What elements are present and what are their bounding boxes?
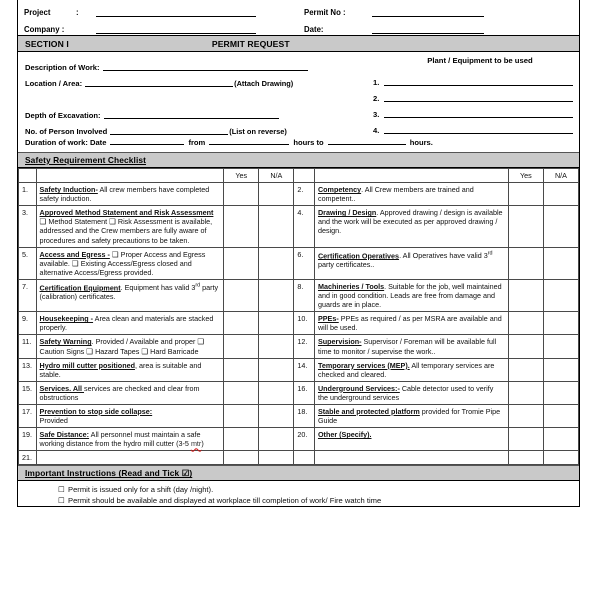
item-yes-9[interactable] (224, 312, 259, 335)
duration-date-input[interactable] (110, 136, 184, 145)
item-na-21[interactable] (259, 451, 294, 465)
item-body-16: Cable detector used to verify the underground services (317, 383, 494, 402)
item-yes-17[interactable] (224, 404, 259, 427)
item-na-11[interactable] (259, 335, 294, 358)
item-na-17[interactable] (259, 404, 294, 427)
item-checkbox-label-caution-signs: Caution Signs (39, 346, 85, 356)
item-title-18: Stable and protected platform (317, 406, 420, 416)
item-body-9: Area clean and materials are stacked properly. (39, 314, 214, 333)
item-yes-3[interactable] (224, 206, 259, 247)
important-instructions-band (18, 465, 579, 481)
list-item (18, 495, 579, 506)
permit-request-right-column (373, 56, 573, 135)
table-row (19, 335, 579, 358)
plant-item-row-2 (373, 87, 573, 103)
item-yes-21[interactable] (224, 451, 259, 465)
item-text-15 (36, 381, 224, 404)
list-item (18, 484, 579, 495)
duration-hours-label: hours. (409, 137, 433, 147)
item-text-14 (314, 358, 508, 381)
table-row (19, 206, 579, 247)
table-row (19, 381, 579, 404)
item-yes-19[interactable] (224, 428, 259, 451)
item-title-1: Safety Induction- (39, 185, 98, 195)
safety-checklist-band (18, 152, 579, 168)
important-instructions-title: Important Instructions (Read and Tick ☑) (25, 468, 193, 479)
item-body-8: . Suitable for the job, well maintained and in good condition. Leads are free from damage and guards are in place. (317, 281, 502, 310)
item-yes-13[interactable] (224, 358, 259, 381)
plant-item-number-1: 1. (373, 78, 380, 87)
item-text-2 (314, 183, 508, 206)
item-body-2: . All Crew members are trained and competent.. (317, 185, 474, 204)
item-body-11: . Provided / Available and proper (91, 337, 196, 347)
location-area-input[interactable] (85, 78, 233, 87)
instruction-text-1: Permit is issued only for a shift (day /night). (68, 485, 214, 495)
permit-request-title: PERMIT REQUEST (211, 38, 290, 49)
checklist-header-row (19, 169, 579, 183)
item-na-8[interactable] (543, 279, 578, 311)
table-row (19, 247, 579, 279)
item-yes-20[interactable] (508, 428, 543, 451)
item-text-9 (36, 312, 224, 335)
item-yes-18[interactable] (508, 404, 543, 427)
plant-item-row-1 (373, 71, 573, 87)
checklist-header-yes-left: Yes (224, 169, 259, 183)
form-sheet (17, 0, 580, 507)
table-row (19, 428, 579, 451)
item-text-1 (36, 183, 224, 206)
attach-drawing-note: (Attach Drawing) (234, 79, 294, 88)
item-yes-21b[interactable] (508, 451, 543, 465)
item-na-12[interactable] (543, 335, 578, 358)
important-instructions-list (18, 481, 579, 506)
item-na-7[interactable] (259, 279, 294, 311)
date-label: Date: (304, 25, 324, 34)
item-title-2: Competency (317, 185, 362, 195)
item-na-9[interactable] (259, 312, 294, 335)
item-number-1: 1. (19, 183, 37, 206)
item-number-21: 21. (19, 451, 37, 465)
duration-hours-to-label: hours to (293, 137, 324, 147)
item-number-9: 9. (19, 312, 37, 335)
item-text-19 (36, 428, 224, 451)
item-checkbox-label-hazard-tapes: Hazard Tapes (95, 346, 140, 356)
item-body-1: All crew members have completed safety induction. (39, 185, 210, 204)
item-yes-4[interactable] (508, 206, 543, 247)
plant-item-number-2: 2. (373, 94, 380, 103)
item-number-11: 11. (19, 335, 37, 358)
project-label: Project (24, 8, 51, 17)
item-checkbox-label-proper-access: Proper Access and Egress available. (39, 249, 206, 268)
item-na-5[interactable] (259, 247, 294, 279)
checkbox-icon-instruction-2[interactable]: ☐ (58, 496, 65, 506)
item-na-19[interactable] (259, 428, 294, 451)
item-body-14: All temporary services are checked and cleared. (317, 360, 495, 379)
item-title-16: Underground Services:- (317, 383, 400, 393)
item-na-16[interactable] (543, 381, 578, 404)
item-body-12: Supervisor / Foreman will be available full time to monitor / supervise the work.. (317, 337, 497, 356)
item-body-6: . All Operatives have valid 3rd party certificates.. (317, 250, 493, 270)
item-na-13[interactable] (259, 358, 294, 381)
item-text-16 (314, 381, 508, 404)
item-na-2[interactable] (543, 183, 578, 206)
item-number-12: 12. (294, 335, 315, 358)
header-row-project (18, 0, 579, 18)
plant-item-number-4: 4. (373, 126, 380, 135)
permit-request-body (18, 52, 579, 152)
item-na-4[interactable] (543, 206, 578, 247)
table-row (19, 279, 579, 311)
item-title-14: Temporary services (MEP). (317, 360, 410, 370)
no-of-person-label: No. of Person Involved (25, 127, 108, 136)
item-na-6[interactable] (543, 247, 578, 279)
item-title-7: Certification Equipment (39, 283, 121, 293)
item-title-4: Drawing / Design (317, 208, 377, 218)
duration-from-label: from (188, 137, 206, 147)
checklist-header-blank-right (294, 169, 315, 183)
header-row-company (18, 18, 579, 35)
item-yes-14[interactable] (508, 358, 543, 381)
plant-item-input-3[interactable] (384, 109, 573, 118)
checkbox-icon-caution-signs[interactable]: ❑ (197, 337, 205, 347)
item-ordinal-6: rd (487, 250, 493, 257)
item-spellcheck-word-19: mtr (190, 439, 202, 449)
item-title-12: Supervision- (317, 337, 362, 347)
item-na-15[interactable] (259, 381, 294, 404)
safety-checklist-title: Safety Requirement Checklist (25, 155, 147, 165)
checklist-header-na-right: N/A (543, 169, 578, 183)
item-yes-2[interactable] (508, 183, 543, 206)
item-title-15: Services. All (39, 383, 85, 393)
item-yes-10[interactable] (508, 312, 543, 335)
item-na-21b[interactable] (543, 451, 578, 465)
checklist-header-yes-right: Yes (508, 169, 543, 183)
list-on-reverse-note: (List on reverse) (229, 127, 287, 136)
checkbox-icon-risk-assessment[interactable]: ❑ (109, 217, 116, 227)
depth-of-excavation-label: Depth of Excavation: (25, 111, 101, 120)
project-colon: : (76, 8, 79, 17)
item-text-12 (314, 335, 508, 358)
section-i-band (18, 35, 579, 52)
item-title-6: Certification Operatives (317, 251, 400, 261)
plant-item-input-1[interactable] (384, 77, 573, 86)
item-number-4: 4. (294, 206, 315, 247)
permit-request-left-column (25, 56, 355, 136)
plant-item-input-2[interactable] (384, 93, 573, 102)
section-i-label: SECTION I (25, 38, 69, 49)
permit-no-input[interactable] (372, 8, 484, 17)
depth-of-excavation-input[interactable] (104, 110, 279, 119)
item-body-3: Risk Assessment is available, addressed and the Crew members are fully aware of procedures and safety precautions to be taken. (39, 217, 213, 245)
item-na-10[interactable] (543, 312, 578, 335)
item-yes-5[interactable] (224, 247, 259, 279)
item-text-11 (36, 335, 224, 358)
checkbox-icon-instruction-1[interactable]: ☐ (58, 485, 65, 495)
item-body-15: services are checked and clear from obstructions (39, 383, 200, 402)
item-title-10: PPEs- (317, 314, 339, 324)
item-title-20: Other (Specify). (317, 430, 372, 440)
table-row (19, 404, 579, 427)
item-na-3[interactable] (259, 206, 294, 247)
description-of-work-label: Description of Work: (25, 63, 100, 72)
item-checkbox-label-existing-access: Existing Access/Egress closed and alternative Access/Egress provided. (39, 258, 192, 277)
item-ordinal-7: rd (195, 282, 201, 289)
item-body-18: provided for Tromie Pipe Guide (317, 406, 501, 426)
safety-requirement-checklist-table (18, 168, 579, 465)
item-number-8: 8. (294, 279, 315, 311)
item-text-10 (314, 312, 508, 335)
checklist-header-text-left (36, 169, 224, 183)
description-of-work-input[interactable] (103, 62, 308, 71)
item-yes-15[interactable] (224, 381, 259, 404)
item-yes-16[interactable] (508, 381, 543, 404)
checklist-header-blank-left (19, 169, 37, 183)
duration-of-work-label: Duration of work: Date (25, 137, 107, 147)
item-number-21b (294, 451, 315, 465)
table-row (19, 358, 579, 381)
item-yes-11[interactable] (224, 335, 259, 358)
item-title-17: Prevention to stop side collapse: (39, 406, 153, 416)
plant-item-row-3 (373, 103, 573, 119)
item-text-6 (314, 247, 508, 279)
form-header-fields (18, 0, 579, 35)
item-number-20: 20. (294, 428, 315, 451)
item-text-21[interactable] (36, 451, 224, 465)
item-title-3: Approved Method Statement and Risk Assessment (39, 208, 214, 218)
date-input[interactable] (372, 25, 484, 34)
item-text-20 (314, 428, 508, 451)
item-number-3: 3. (19, 206, 37, 247)
checklist-header-na-left: N/A (259, 169, 294, 183)
item-yes-12[interactable] (508, 335, 543, 358)
item-body-17: Provided (39, 416, 68, 426)
duration-of-work-row (25, 136, 433, 147)
item-number-16: 16. (294, 381, 315, 404)
item-body-19-tail: ) (201, 439, 204, 449)
permit-left-spacer-row (25, 88, 355, 104)
item-text-21b[interactable] (314, 451, 508, 465)
no-of-person-row (25, 120, 355, 136)
plant-item-number-3: 3. (373, 110, 380, 119)
item-number-14: 14. (294, 358, 315, 381)
item-number-19: 19. (19, 428, 37, 451)
item-text-17 (36, 404, 224, 427)
item-number-10: 10. (294, 312, 315, 335)
description-of-work-row (25, 56, 355, 72)
item-number-5: 5. (19, 247, 37, 279)
no-of-person-input[interactable] (110, 126, 228, 135)
item-number-15: 15. (19, 381, 37, 404)
company-label: Company : (24, 25, 65, 34)
item-checkbox-label-method-statement: Method Statement (48, 217, 108, 227)
item-text-3 (36, 206, 224, 247)
item-yes-8[interactable] (508, 279, 543, 311)
instruction-text-2: Permit should be available and displayed at workplace till completion of work/ Fire watch time (68, 496, 382, 506)
depth-of-excavation-row (25, 104, 355, 120)
item-number-18: 18. (294, 404, 315, 427)
table-row (19, 312, 579, 335)
item-text-8 (314, 279, 508, 311)
item-text-7 (36, 279, 224, 311)
item-title-9: Housekeeping - (39, 314, 94, 324)
item-title-5: Access and Egress - (39, 249, 110, 259)
item-yes-6[interactable] (508, 247, 543, 279)
checkbox-icon-hazard-tapes[interactable]: ❑ (86, 346, 94, 356)
company-input[interactable] (96, 25, 256, 34)
item-number-6: 6. (294, 247, 315, 279)
item-yes-1[interactable] (224, 183, 259, 206)
checkbox-icon-hard-barricade[interactable]: ❑ (141, 346, 149, 356)
item-text-18 (314, 404, 508, 427)
item-body-13: , area is suitable and stable. (39, 360, 202, 379)
item-title-19: Safe Distance: (39, 430, 90, 440)
item-number-17: 17. (19, 404, 37, 427)
item-yes-7[interactable] (224, 279, 259, 311)
project-input[interactable] (96, 8, 256, 17)
item-text-4 (314, 206, 508, 247)
item-text-13 (36, 358, 224, 381)
location-area-label: Location / Area: (25, 79, 83, 88)
item-number-7: 7. (19, 279, 37, 311)
item-number-2: 2. (294, 183, 315, 206)
item-na-14[interactable] (543, 358, 578, 381)
plant-item-row-4 (373, 119, 573, 135)
checkbox-icon-existing-access[interactable]: ❑ (71, 258, 79, 268)
plant-equipment-title: Plant / Equipment to be used (427, 56, 533, 65)
table-row (19, 183, 579, 206)
checkbox-icon-proper-access[interactable]: ❑ (111, 249, 119, 259)
item-text-5 (36, 247, 224, 279)
item-body-19: All personnel must maintain a safe working distance from the hydro mill cutter (3-5 (39, 430, 201, 449)
item-title-13: Hydro mill cutter positioned (39, 360, 135, 370)
permit-no-label: Permit No : (304, 8, 346, 17)
item-number-13: 13. (19, 358, 37, 381)
table-row (19, 451, 579, 465)
item-title-11: Safety Warning (39, 337, 92, 347)
duration-to-input[interactable] (328, 136, 406, 145)
item-na-20[interactable] (543, 428, 578, 451)
item-body-7: . Equipment has valid 3rd party (calibration) certificates. (39, 282, 219, 302)
plant-item-input-4[interactable] (384, 125, 573, 134)
item-checkbox-label-hard-barricade: Hard Barricade (150, 346, 199, 356)
duration-from-input[interactable] (209, 136, 289, 145)
item-na-18[interactable] (543, 404, 578, 427)
item-body-4: . Approved drawing / design is available and the work will be executed as per approved drawing / design. (317, 208, 503, 236)
item-body-10: PPEs as required / as per MSRA are available and will be used. (317, 314, 502, 333)
checklist-header-text-right (314, 169, 508, 183)
checkbox-icon-method-statement[interactable]: ❑ (39, 217, 47, 227)
item-title-8: Machineries / Tools (317, 281, 385, 291)
location-area-row (25, 72, 355, 88)
item-na-1[interactable] (259, 183, 294, 206)
